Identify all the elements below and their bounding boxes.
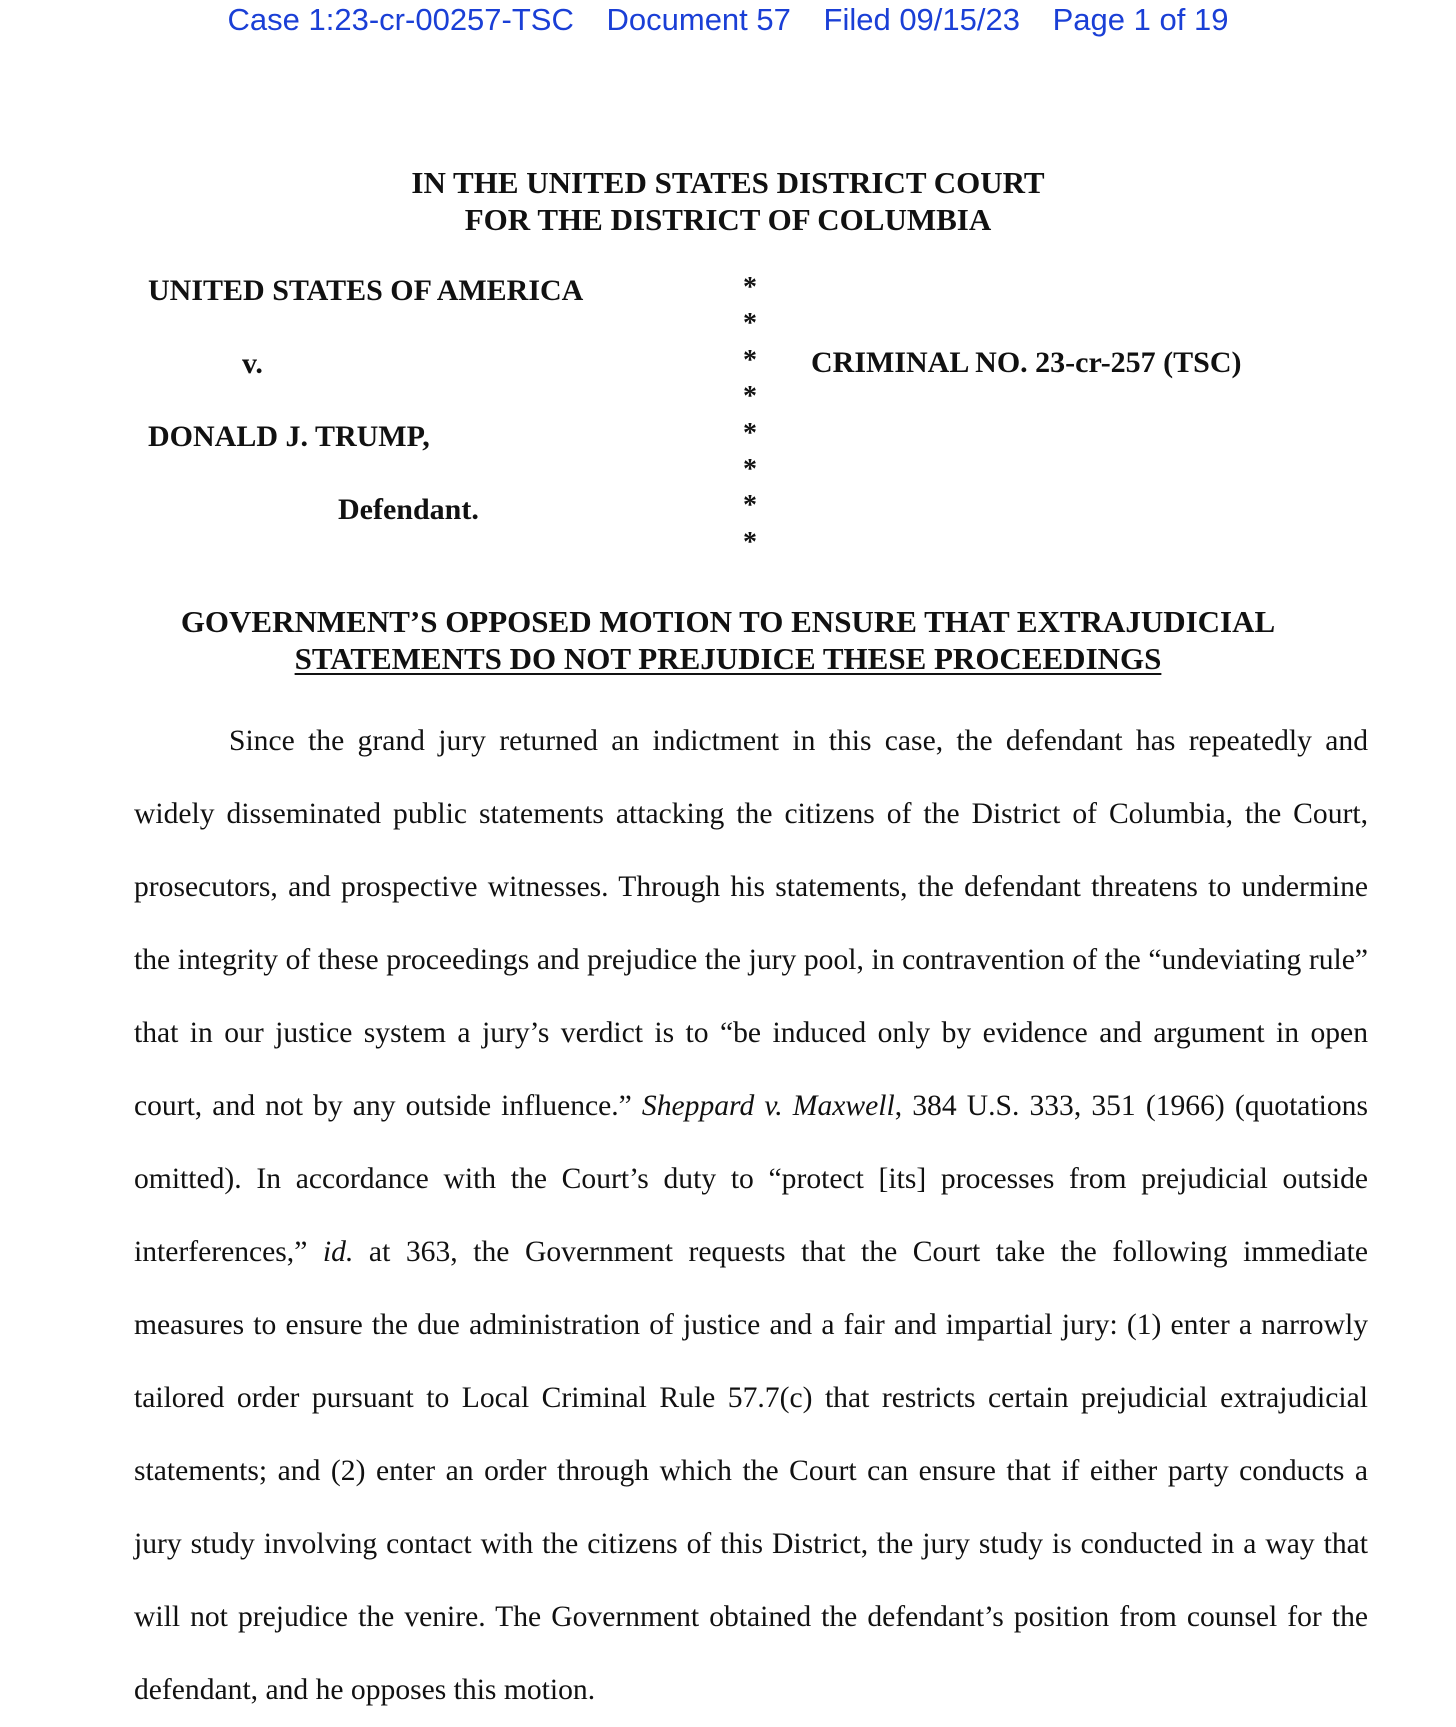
caption-star: * bbox=[743, 308, 757, 340]
caption-star: * bbox=[743, 454, 757, 486]
body-text-segment: at 363, the Government requests that the Court take the following immediate measures to ensure the due administration of justice and a fair and impartial jury: (1) enter a narrowly tailored order pursuant to Local Criminal Rule 57.7(c) that restricts certain prejudicial extrajudicial statements; and (2) enter an order through which the Court can ensure that if either party conducts a jury study involving contact with the citizens of this District, the jury study is conducted in a way that will not prejudice the venire. The Government obtained the defendant’s position from counsel for the defendant, and he opposes this motion. bbox=[134, 1236, 1368, 1706]
page-indicator: Page 1 of 19 bbox=[1052, 2, 1229, 37]
caption-defendant-role: Defendant. bbox=[338, 493, 479, 526]
body-text-segment: Since the grand jury returned an indictment in this case, the defendant has repeatedly and widely disseminated public statements attacking the citizens of the District of Columbia, the Court, prosecutors, and prospective witnesses. Through his statements, the defendant threatens to undermine the integrity of these proceedings and prejudice the jury pool, in contravention of the “undeviating rule” that in our justice system a jury’s verdict is to “be induced only by evidence and argument in open court, and not by any outside influence.” bbox=[134, 725, 1368, 1122]
court-name bbox=[0, 164, 1456, 238]
caption-star-divider bbox=[740, 270, 760, 561]
motion-title-line-2: STATEMENTS DO NOT PREJUDICE THESE PROCEEDINGS bbox=[294, 641, 1162, 676]
motion-body bbox=[134, 705, 1368, 1727]
caption-star: * bbox=[743, 344, 757, 376]
citation-id: id. bbox=[322, 1236, 354, 1268]
caption-star: * bbox=[743, 272, 757, 303]
motion-title-line-1: GOVERNMENT’S OPPOSED MOTION TO ENSURE THAT EXTRAJUDICIAL bbox=[180, 604, 1276, 639]
caption-versus: v. bbox=[242, 347, 263, 380]
court-line-2: FOR THE DISTRICT OF COLUMBIA bbox=[464, 202, 992, 237]
caption-star: * bbox=[743, 526, 757, 558]
criminal-case-number: CRIMINAL NO. 23-cr-257 (TSC) bbox=[811, 346, 1242, 379]
court-line-1: IN THE UNITED STATES DISTRICT COURT bbox=[411, 165, 1045, 200]
caption-plaintiff: UNITED STATES OF AMERICA bbox=[148, 274, 584, 307]
document-number: Document 57 bbox=[606, 2, 791, 37]
caption-star: * bbox=[743, 490, 757, 522]
filed-date: Filed 09/15/23 bbox=[823, 2, 1020, 37]
caption-star: * bbox=[743, 417, 757, 449]
ecf-filing-header bbox=[0, 2, 1456, 38]
citation-case-name: Sheppard v. Maxwell bbox=[641, 1090, 895, 1122]
caption-star: * bbox=[743, 381, 757, 413]
caption-defendant: DONALD J. TRUMP, bbox=[148, 420, 430, 453]
body-paragraph bbox=[134, 705, 1368, 1727]
body-text-segment: , 384 U.S. 333, 351 (1966) (quotations omitted). In accordance with the Court’s duty to “protect [its] processes from prejudicial outside interferences,” bbox=[134, 1090, 1368, 1268]
case-number: Case 1:23-cr-00257-TSC bbox=[227, 2, 574, 37]
motion-title bbox=[0, 603, 1456, 677]
